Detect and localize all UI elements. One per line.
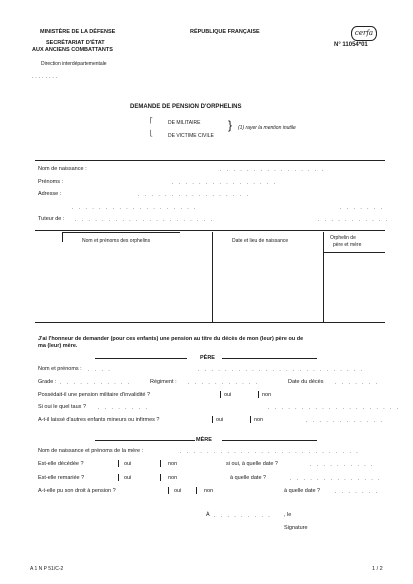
declaration-line-1: J'ai l'honneur de demander (pour ces enfants) une pension au titre du décès de mon (leur) père ou de xyxy=(38,336,304,342)
signature-date-label: , le xyxy=(284,512,292,518)
birth-name-field[interactable]: . . . . . . . . . . . . . . . . xyxy=(220,167,326,173)
director-dots: ........ xyxy=(32,74,60,80)
orphan-header-rule xyxy=(323,252,385,253)
grade-field[interactable]: . . . . . . . . . . . xyxy=(60,380,132,386)
table-col1-top xyxy=(62,232,180,233)
pension-question: Possédait-il une pension militaire d'invalidité ? xyxy=(38,392,151,398)
father-rule-right xyxy=(222,358,317,359)
mother-rule-right xyxy=(222,440,317,441)
signature-place-field[interactable]: . . . . . . . . . xyxy=(214,513,272,519)
first-names-field[interactable]: . . . . . . . . . . . . . . . . xyxy=(172,180,278,186)
col-names-header: Nom et prénoms des orphelins xyxy=(82,238,151,244)
pension-yes-checkbox[interactable] xyxy=(220,391,221,398)
deceased-question: Est-elle décédée ? xyxy=(38,461,84,467)
mother-name-label: Nom de naissance et prénoms de la mère : xyxy=(38,448,144,454)
deceased-date-field[interactable]: . . . . . . . . . . xyxy=(310,462,375,468)
form-number: N° 11054*01 xyxy=(334,42,368,48)
deceased-no-checkbox[interactable] xyxy=(160,460,161,467)
table-col1-left-tick xyxy=(62,232,63,242)
deceased-no-label: non xyxy=(168,461,178,467)
regiment-label: Régiment : xyxy=(150,379,177,385)
secretariat-line-1: SECRÉTARIAT D'ÉTAT xyxy=(46,40,105,46)
table-divider-2 xyxy=(323,232,324,322)
signature-place-label: À xyxy=(206,512,210,518)
remarried-yes-checkbox[interactable] xyxy=(118,474,119,481)
regiment-field[interactable]: . . . . . . . . . . . xyxy=(188,380,260,386)
declaration-line-2: ma (leur) mère. xyxy=(38,343,78,349)
pension-right-question: A-t-elle pu son droit à pension ? xyxy=(38,488,116,494)
pension-yes-label: oui xyxy=(224,392,232,398)
rate-field-1[interactable]: . . . . . . . . xyxy=(98,405,149,411)
father-rule-left xyxy=(95,358,187,359)
other-children-field[interactable]: . . . . . . . . . . . . xyxy=(306,418,384,424)
pension-no-checkbox[interactable] xyxy=(258,391,259,398)
address-field-2[interactable]: . . . . . . . . . . . . . . . . . . . xyxy=(72,205,198,211)
birth-name-label: Nom de naissance : xyxy=(38,166,87,172)
deceased-date-label: si oui, à quelle date ? xyxy=(226,461,278,467)
col-orphan-header-2: père et mère xyxy=(333,242,362,248)
secretariat-line-2: AUX ANCIENS COMBATTANTS xyxy=(32,47,113,53)
identity-top-rule xyxy=(35,160,385,161)
remarried-date-label: à quelle date ? xyxy=(230,475,267,481)
pension-right-date-label: à quelle date ? xyxy=(284,488,321,494)
remarried-no-checkbox[interactable] xyxy=(160,474,161,481)
other-children-yes-label: oui xyxy=(216,417,224,423)
option-military[interactable]: DE MILITAIRE xyxy=(168,120,201,126)
address-field-1[interactable]: . . . . . . . . . . . . . . . . . xyxy=(138,192,250,198)
pension-right-yes-label: oui xyxy=(174,488,182,494)
pension-right-no-label: non xyxy=(204,488,214,494)
cerfa-logo: cerfa xyxy=(351,26,377,41)
pension-right-yes-checkbox[interactable] xyxy=(168,487,169,494)
first-names-label: Prénoms : xyxy=(38,179,64,185)
page-number: 1 / 2 xyxy=(372,566,383,572)
remarried-question: Est-elle remariée ? xyxy=(38,475,85,481)
father-section-title: PÈRE xyxy=(200,355,215,361)
other-children-no-label: non xyxy=(254,417,264,423)
guardian-field-2[interactable]: . . . . . . . . . . . xyxy=(318,217,390,223)
pension-right-no-checkbox[interactable] xyxy=(196,487,197,494)
ministry-name: MINISTÈRE DE LA DÉFENSE xyxy=(40,29,116,35)
grade-label: Grade : xyxy=(38,379,57,385)
republic-label: RÉPUBLIQUE FRANÇAISE xyxy=(190,29,260,35)
col-birthdate-header: Date et lieu de naissance xyxy=(232,238,289,244)
remarried-no-label: non xyxy=(168,475,178,481)
form-title: DEMANDE DE PENSION D'ORPHELINS xyxy=(130,104,242,110)
if-yes-label: Si oui le quel taux ? xyxy=(38,404,87,410)
bracket-icon: ⎡ xyxy=(150,118,153,124)
rate-field-2[interactable]: . . . . . . . . . . . . . . . . . . . . xyxy=(268,405,401,411)
other-children-yes-checkbox[interactable] xyxy=(212,416,213,423)
pension-no-label: non xyxy=(262,392,272,398)
other-children-no-checkbox[interactable] xyxy=(250,416,251,423)
col-orphan-header-1: Orphelin de xyxy=(330,235,356,241)
brace-icon: } xyxy=(228,118,233,132)
bracket-bottom-icon: ⎣ xyxy=(150,131,153,137)
deceased-yes-checkbox[interactable] xyxy=(118,460,119,467)
father-name-label: Nom et prénoms : xyxy=(38,366,82,372)
director-label: Direction interdépartementale xyxy=(41,61,107,67)
father-name-field-2[interactable]: . . . . . . . . . . . . . . . . . . . . . . . . . xyxy=(198,367,365,373)
table-divider-1 xyxy=(212,232,213,322)
mother-name-field[interactable]: . . . . . . . . . . . . . . . . . . . . . . . . . . . xyxy=(180,449,360,455)
other-children-question: A-t-il laissé d'autres enfants mineurs ou infirmes ? xyxy=(38,417,160,423)
mother-section-title: MÈRE xyxy=(196,437,212,443)
deceased-yes-label: oui xyxy=(124,461,132,467)
option-note: (1) rayer la mention inutile xyxy=(238,125,296,131)
option-civil[interactable]: DE VICTIME CIVILE xyxy=(168,133,214,139)
table-top-rule xyxy=(35,230,385,231)
address-field-3[interactable]: . . . . . . . xyxy=(340,205,385,211)
father-name-field[interactable]: . . . . xyxy=(88,367,112,373)
guardian-field-1[interactable]: . . . . . . . . . . . . . . . . . . . . . xyxy=(75,217,214,223)
footer-reference: A 1 N P 51/C-2 xyxy=(30,566,64,572)
pension-right-date-field[interactable]: . . . . . . . xyxy=(335,489,380,495)
death-date-label: Date du décès xyxy=(288,379,324,385)
address-label: Adresse : xyxy=(38,191,62,197)
mother-rule-left xyxy=(95,440,195,441)
remarried-yes-label: oui xyxy=(124,475,132,481)
guardian-label: Tuteur de : xyxy=(38,216,65,222)
table-bottom-rule xyxy=(35,322,385,323)
remarried-date-field[interactable]: . . . . . . . . . . . . . . xyxy=(290,476,382,482)
signature-label: Signature xyxy=(284,525,308,531)
death-date-field[interactable]: . . . . . . . xyxy=(335,380,380,386)
